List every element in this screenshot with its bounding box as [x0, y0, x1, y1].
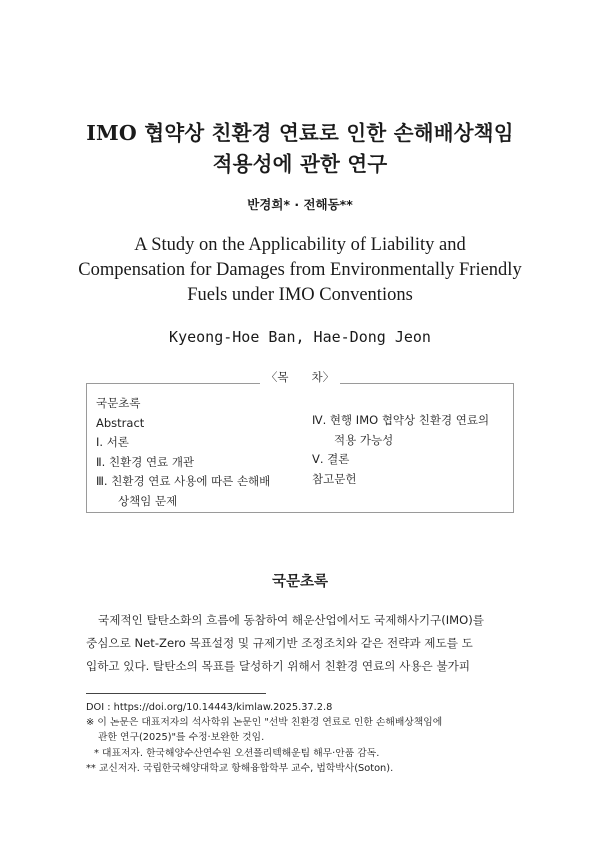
- toc-item-references[interactable]: 참고문헌: [312, 471, 357, 486]
- korean-title: [0, 118, 600, 180]
- toc-title-text: 〈목 차〉: [260, 370, 340, 384]
- abstract-line-1: 국제적인 탈탄소화의 흐름에 동참하여 해운산업에서도 국제해사기구(IMO)를: [98, 613, 485, 627]
- footnote-note: ※ 이 논문은 대표저자의 석사학위 논문인 "선박 친환경 연료로 인한 손해배상책임에: [86, 717, 443, 729]
- english-title: [0, 233, 600, 308]
- toc-left-column: [96, 394, 306, 511]
- english-title-line-2: Compensation for Damages from Environmentally Friendly: [78, 260, 522, 280]
- korean-title-line-1: IMO 협약상 친환경 연료로 인한 손해배상책임: [86, 121, 514, 145]
- footnote-corresponding-author: ** 교신저자. 국립한국해양대학교 항해융합학부 교수, 법학박사(Soton).: [86, 762, 394, 774]
- english-authors: Kyeong-Hoe Ban, Hae-Dong Jeon: [169, 328, 431, 346]
- toc-item-liability-issues-cont[interactable]: 상책임 문제: [118, 493, 178, 508]
- toc-item-conclusion[interactable]: Ⅴ. 결론: [312, 452, 350, 466]
- toc-item-liability-issues[interactable]: Ⅲ. 친환경 연료 사용에 따른 손해배: [96, 474, 271, 488]
- doi-link[interactable]: DOI : https://doi.org/10.14443/kimlaw.2025.37.2.8: [86, 702, 333, 713]
- footnotes: [86, 700, 526, 776]
- footnote-note-cont: 관한 연구(2025)"를 수정·보완한 것임.: [98, 732, 265, 744]
- footnote-divider: [86, 693, 266, 694]
- toc-item-korean-abstract[interactable]: 국문초록: [96, 396, 141, 410]
- english-title-line-1: A Study on the Applicability of Liability and: [134, 235, 466, 255]
- toc-item-introduction[interactable]: Ⅰ. 서론: [96, 435, 129, 449]
- abstract-line-2: 중심으로 Net-Zero 목표설정 및 규제기반 조정조치와 같은 전략과 제도를 도: [86, 636, 473, 650]
- toc-item-fuel-overview[interactable]: Ⅱ. 친환경 연료 개관: [96, 454, 195, 469]
- abstract-line-3: 입하고 있다. 탈탄소의 목표를 달성하기 위해서 친환경 연료의 사용은 불가피: [86, 659, 471, 673]
- abstract-body: [86, 609, 516, 678]
- toc-title: [0, 369, 600, 385]
- korean-title-line-2: 적용성에 관한 연구: [212, 152, 388, 176]
- toc-item-imo-applicability[interactable]: Ⅳ. 현행 IMO 협약상 친환경 연료의: [312, 413, 490, 427]
- toc-right-column: [312, 411, 512, 489]
- toc-item-imo-applicability-cont[interactable]: 적용 가능성: [334, 432, 394, 447]
- english-title-line-3: Fuels under IMO Conventions: [187, 285, 413, 305]
- footnote-lead-author: * 대표저자. 한국해양수산연수원 오션폴리텍해운팀 해무·안품 감독.: [94, 747, 380, 759]
- korean-authors: 반경희* · 전해동**: [247, 197, 353, 212]
- abstract-heading: 국문초록: [271, 574, 329, 590]
- toc-item-abstract[interactable]: Abstract: [96, 415, 145, 430]
